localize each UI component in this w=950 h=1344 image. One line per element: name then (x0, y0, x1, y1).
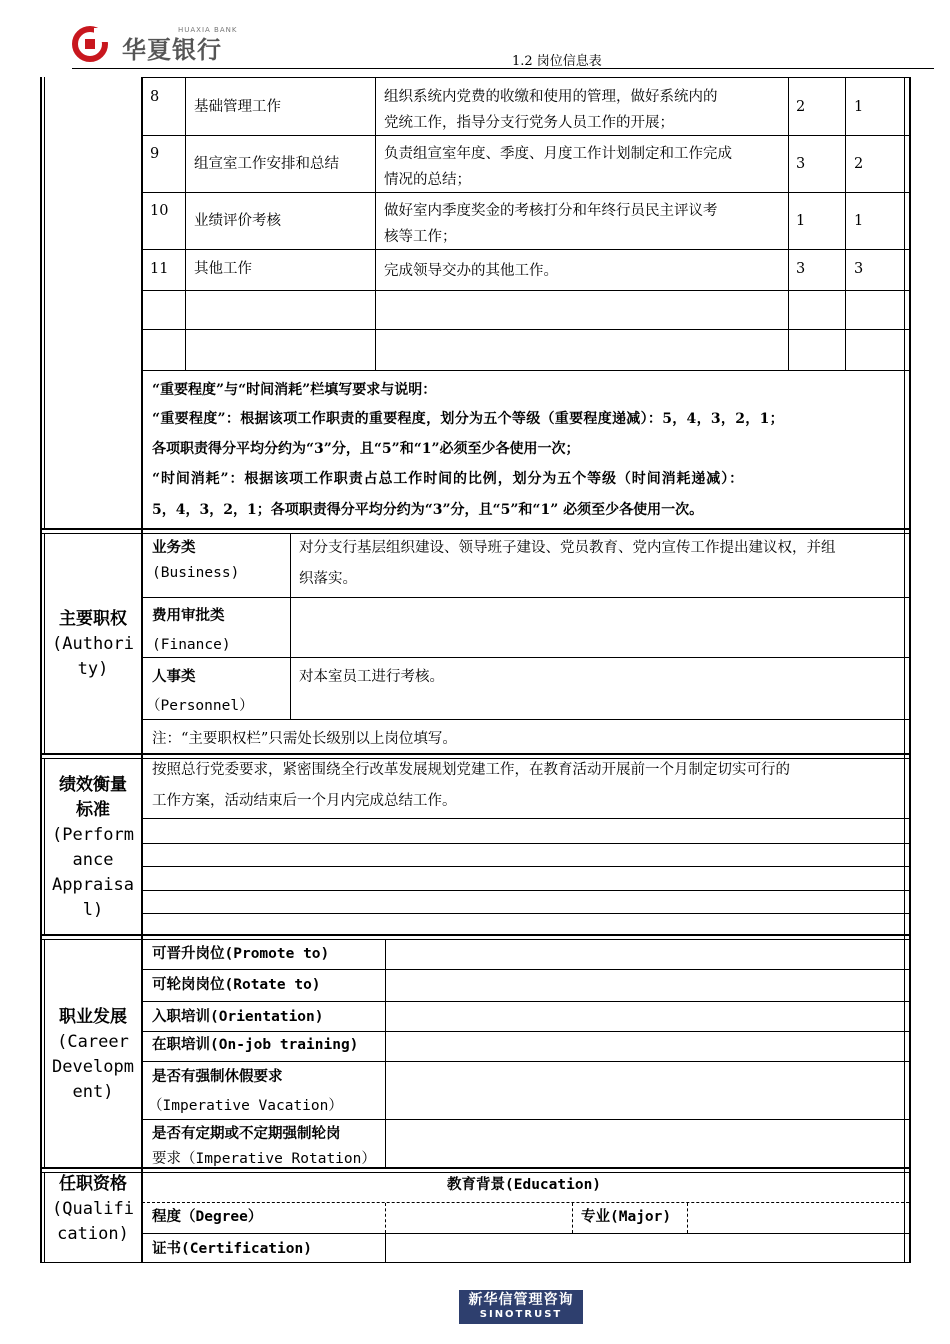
performance-text: 按照总行党委要求，紧密围绕全行改革发展规划党建工作，在教育活动开展前一个月制定切实可行的 (152, 762, 790, 778)
vacation-label-en: （Imperative Vacation） (148, 1098, 343, 1114)
header-divider (72, 68, 934, 69)
duty-name: 其他工作 (194, 261, 252, 277)
duty-desc: 负责组宣室年度、季度、月度工作计划制定和工作完成 (384, 146, 732, 162)
bank-name-cn: 华夏银行 (122, 36, 222, 64)
rotation-label-en: 要求（Imperative Rotation） (152, 1151, 376, 1167)
duty-importance: 2 (796, 99, 806, 115)
performance-text: 工作方案，活动结束后一个月内完成总结工作。 (152, 793, 457, 809)
personnel-label-en: （Personnel） (146, 698, 254, 714)
promote-label: 可晋升岗位(Promote to) (152, 946, 330, 962)
authority-note: 注：“主要职权栏”只需处长级别以上岗位填写。 (152, 731, 457, 747)
duty-number: 9 (150, 146, 160, 162)
duty-number: 10 (150, 203, 169, 219)
degree-label: 程度（Degree） (152, 1209, 263, 1225)
notes-line: 各项职责得分平均分约为“3”分，且“5”和“1”必须至少各使用一次； (152, 441, 580, 457)
business-label: 业务类 (152, 539, 196, 556)
rotate-label: 可轮岗岗位(Rotate to) (152, 977, 321, 993)
duty-number: 11 (150, 261, 169, 277)
duty-time: 1 (854, 213, 864, 229)
duty-importance: 3 (796, 261, 806, 277)
duty-desc: 党统工作，指导分支行党务人员工作的开展； (384, 115, 674, 131)
business-label-en: (Business) (152, 565, 240, 581)
duty-name: 组宣室工作安排和总结 (194, 156, 339, 172)
orientation-label: 入职培训(Orientation) (152, 1009, 324, 1025)
rotation-label: 是否有定期或不定期强制轮岗 (152, 1126, 341, 1142)
duty-importance: 1 (796, 213, 806, 229)
duty-number: 8 (150, 89, 160, 105)
vacation-label: 是否有强制休假要求 (152, 1069, 283, 1085)
personnel-desc: 对本室员工进行考核。 (299, 669, 444, 685)
footer-logo-en: SINOTRUST (479, 1309, 563, 1320)
footer-logo-cn: 新华信管理咨询 (468, 1292, 574, 1308)
duty-time: 3 (854, 261, 864, 277)
certification-label: 证书(Certification) (152, 1241, 312, 1257)
duty-desc: 完成领导交办的其他工作。 (384, 263, 558, 279)
notes-line: “重要程度”与“时间消耗”栏填写要求与说明： (152, 382, 437, 398)
duty-desc: 核等工作； (384, 229, 457, 245)
huaxia-bank-logo-icon (72, 26, 112, 62)
major-label: 专业(Major) (581, 1209, 672, 1225)
business-desc: 织落实。 (299, 571, 357, 587)
duty-desc: 组织系统内党费的收缴和使用的管理，做好系统内的 (384, 89, 718, 105)
personnel-label: 人事类 (152, 668, 196, 685)
finance-label: 费用审批类 (152, 607, 225, 624)
duty-desc: 情况的总结； (384, 172, 471, 188)
duty-importance: 3 (796, 156, 806, 172)
duty-time: 2 (854, 156, 864, 172)
notes-line: “重要程度”：根据该项工作职责的重要程度，划分为五个等级（重要程度递减）：5，4，3，2，1； (152, 411, 784, 427)
duty-time: 1 (854, 99, 864, 115)
duty-name: 基础管理工作 (194, 99, 281, 115)
sinotrust-logo (459, 1290, 583, 1324)
career-section-label: 职业发展 (Career Developm ent) (52, 1007, 134, 1102)
notes-line: “时间消耗”：根据该项工作职责占总工作时间的比例，划分为五个等级（时间消耗递减）： (152, 471, 745, 487)
business-desc: 对分支行基层组织建设、领导班子建设、党员教育、党内宣传工作提出建议权，并组 (299, 540, 836, 556)
education-header: 教育背景(Education) (447, 1177, 602, 1193)
notes-line: 5，4，3，2，1；各项职责得分平均分约为“3”分，且“5”和“1” 必须至少各使用一次。 (152, 502, 704, 518)
duty-name: 业绩评价考核 (194, 213, 281, 229)
qualification-section-label: 任职资格 (Qualifi cation) (52, 1174, 134, 1244)
onjob-label: 在职培训(On-job training) (152, 1037, 359, 1053)
page-title: 1.2 岗位信息表 (512, 54, 602, 69)
authority-section-label: 主要职权 (Authori ty) (52, 609, 134, 679)
duty-desc: 做好室内季度奖金的考核打分和年终行员民主评议考 (384, 203, 718, 219)
performance-section-label: 绩效衡量 标准 (Perform ance Appraisa l) (52, 775, 134, 920)
bank-name-en: HUAXIA BANK (178, 26, 238, 34)
finance-label-en: (Finance) (152, 637, 231, 653)
